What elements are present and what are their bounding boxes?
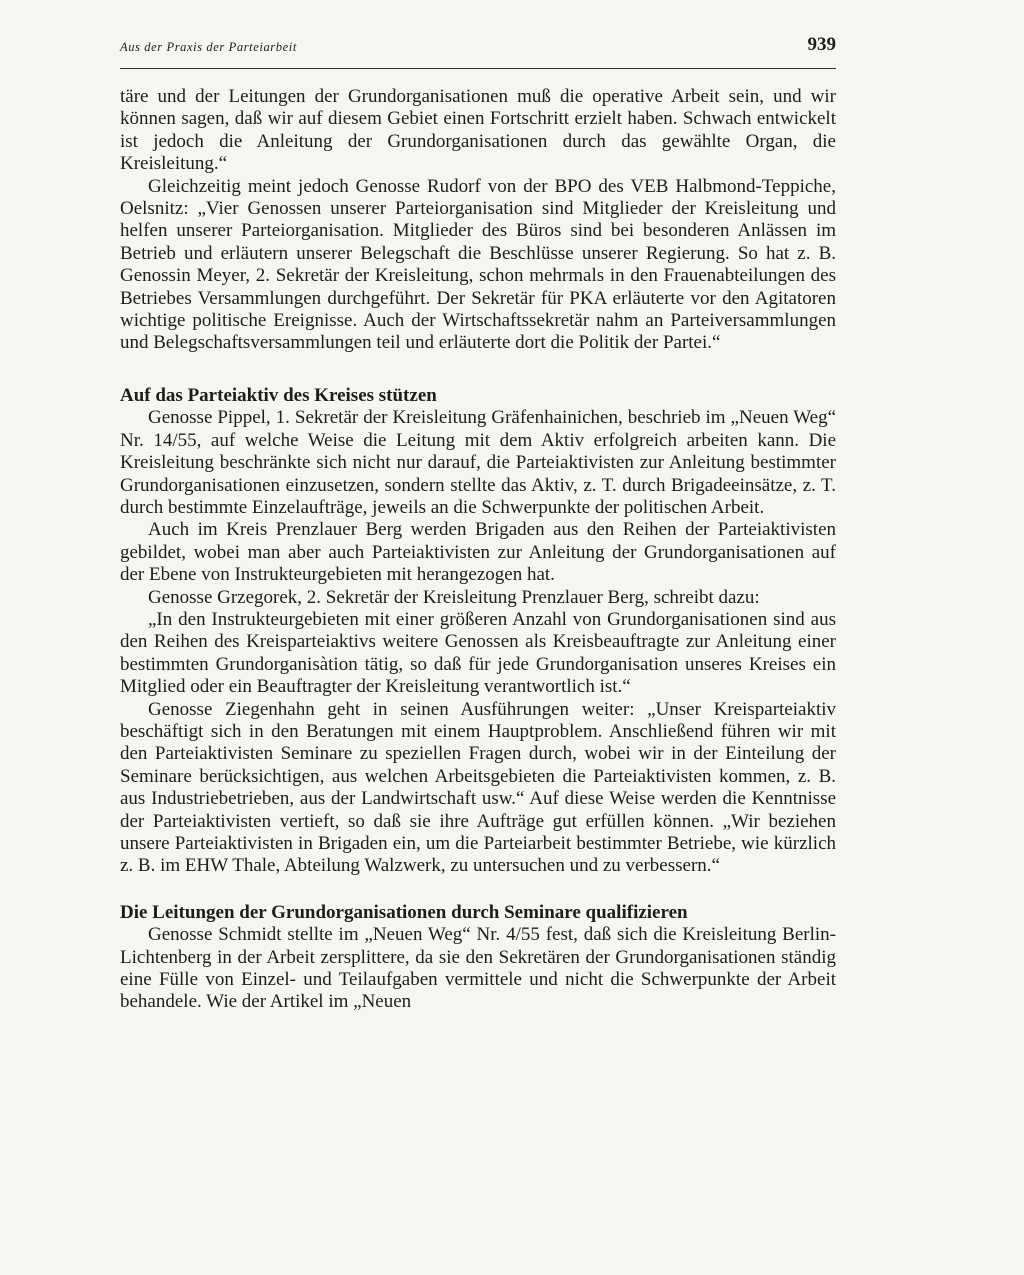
page-body xyxy=(120,86,836,1014)
page-number: 939 xyxy=(807,34,836,55)
section-heading-seminare: Die Leitungen der Grundorganisationen durch Seminare qualifizieren xyxy=(120,901,688,923)
page-header xyxy=(120,34,836,62)
paragraph-rudorf: Gleichzeitig meint jedoch Genosse Rudorf von der BPO des VEB Halbmond-Teppiche, Oelsnitz: „Vier Genossen unserer Parteiorganisation sind Mitglieder der Kreisleitung und helfen unserer Parteiorganisation. Mitglieder des Büros sind bei besonderen Anlässen im Betrieb und erläutern unserer Belegschaft die Beschlüsse unserer Regierung. So hat z. B. Genossin Meyer, 2. Sekretär der Kreisleitung, schon mehrmals in den Frauenabteilungen des Betriebes Versammlungen durchgeführt. Der Sekretär für PKA erläuterte vor den Agitatoren wichtige politische Ereignisse. Auch der Wirtschaftssekretär nahm an Parteiversammlungen und Belegschaftsversammlungen teil und erläuterte dort die Politik der Partei.“ xyxy=(120,175,836,354)
section-heading-parteiaktiv: Auf das Parteiaktiv des Kreises stützen xyxy=(120,384,437,406)
paragraph-pippel: Genosse Pippel, 1. Sekretär der Kreisleitung Gräfenhainichen, beschrieb im „Neuen Weg“ Nr. 14/55, auf welche Weise die Leitung mit dem Aktiv erfolgreich arbeiten kann. Die Kreisleitung beschränkte sich nicht nur darauf, die Parteiaktivisten zur Anleitung bestimmter Grundorganisationen einzusetzen, sondern stellte das Aktiv, z. T. durch Brigadeeinsätze, z. T. durch bestimmte Einzelaufträge, jeweils an die Schwerpunkte der politischen Arbeit. xyxy=(120,407,836,518)
paragraph-ziegenhahn: Genosse Ziegenhahn geht in seinen Ausführungen weiter: „Unser Kreisparteiaktiv beschäftigt sich in den Beratungen mit einem Hauptproblem. Anschließend führen wir mit den Parteiaktivisten Seminare zu speziellen Fragen durch, wobei wir in der Einteilung der Seminare berücksichtigen, aus welchen Arbeitsgebieten die Parteiaktivisten kommen, z. B. aus Industriebetrieben, aus der Landwirtschaft usw.“ Auf diese Weise werden die Kenntnisse der Parteiaktivisten vertieft, so daß sie ihre Aufträge gut erfüllen können. „Wir beziehen unsere Parteiaktivisten in Brigaden ein, um die Parteiarbeit bestimmter Betriebe, wie kürzlich z. B. im EHW Thale, Abteilung Walzwerk, zu untersuchen und zu verbessern.“ xyxy=(120,698,836,877)
paragraph-grzegorek: Genosse Grzegorek, 2. Sekretär der Kreisleitung Prenzlauer Berg, schreibt dazu: xyxy=(148,586,760,608)
quote-instrukteurgebiete: „In den Instrukteurgebieten mit einer größeren Anzahl von Grundorganisationen sind aus den Reihen des Kreisparteiaktivs weitere Genossen als Kreisbeauftragte zur Anleitung einer bestimmten Grundorganisàtion tätig, so daß für jede Grundorganisation unseres Kreises ein Mitglied oder ein Beauftragter der Kreisleitung verantwortlich ist.“ xyxy=(120,608,836,698)
header-rule xyxy=(120,68,836,69)
paragraph-prenzlauer-berg: Auch im Kreis Prenzlauer Berg werden Brigaden aus den Reihen der Parteiaktivisten gebildet, wobei man aber auch Parteiaktivisten zur Anleitung der Grundorganisationen auf der Ebene von Instrukteurgebieten mit herangezogen hat. xyxy=(120,519,836,586)
running-head: Aus der Praxis der Parteiarbeit xyxy=(120,40,297,54)
paragraph-schmidt: Genosse Schmidt stellte im „Neuen Weg“ Nr. 4/55 fest, daß sich die Kreisleitung Berlin-Lichtenberg in der Arbeit zersplittere, da sie den Sekretären der Grundorganisationen ständig eine Fülle von Einzel- und Teilaufgaben vermittele und nicht die Schwerpunkte der Arbeit behandele. Wie der Artikel im „Neuen xyxy=(120,924,836,1013)
paragraph-continuation: täre und der Leitungen der Grundorganisationen muß die operative Arbeit sein, und wir können sagen, daß wir auf diesem Gebiet einen Fortschritt erzielt haben. Schwach entwickelt ist jedoch die Anleitung der Grundorganisationen durch das gewählte Organ, die Kreisleitung.“ xyxy=(120,86,836,175)
